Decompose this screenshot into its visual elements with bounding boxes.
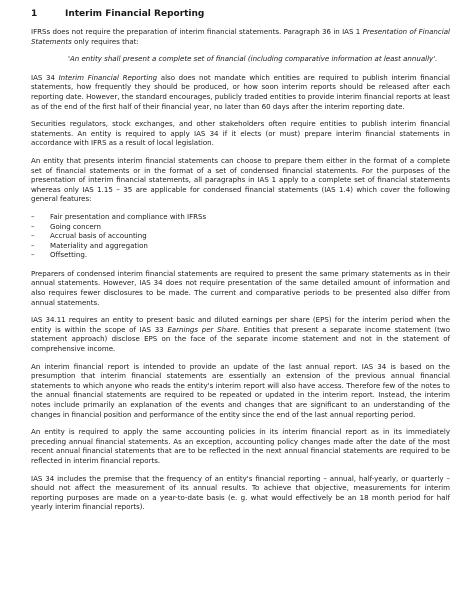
paragraph-interim-update: An interim financial report is intended to provide an update of the last annual report. IAS 34 is based on the presumption that interim financial statements are essentially an extension of the previous annual financial statements to which anyone who reads the entity's interim report will also have access. Therefore few of the notes to the annual financial statements are required to be repeated or updated in the interim report. Instead, the interim notes include primarily an explanation of the events and changes that are significant to an understanding of the changes in financial position and performance of the entity since the end of the last annual reporting period.: [31, 361, 450, 419]
section-title: Interim Financial Reporting: [65, 9, 205, 19]
paragraph-eps: [31, 315, 450, 353]
list-item-text: Materiality and aggregation: [50, 240, 148, 250]
bullet-dash: –: [31, 221, 35, 231]
list-item: [31, 231, 450, 241]
paragraph-text: . Entities that present a separate income statement (two statement approach) disclose EPS on the face of the separate income statement and not in the statement of comprehensive income.: [31, 324, 451, 354]
paragraph-ifrs-intro: [31, 27, 450, 46]
paragraph-ias34-mandate: [31, 73, 450, 111]
section-number: 1: [31, 9, 38, 19]
bullet-dash: –: [31, 211, 35, 221]
paragraph-regulators: Securities regulators, stock exchanges, and other stakeholders often require entities to publish interim financial statements. An entity is required to apply IAS 34 if it elects (or must) prepare interim financial statements in accordance with IFRS as a result of local legislation.: [31, 119, 450, 148]
list-item: [31, 212, 450, 222]
paragraph-condensed-statements: Preparers of condensed interim financial statements are required to present the same primary statements as in their annual statements. However, IAS 34 does not require presentation of the same detailed amount of information and also requires fewer disclosures to be made. The current and comparative periods to be presented also differ from annual statements.: [31, 268, 450, 307]
paragraph-text: also does not mandate which entities are required to publish interim financial statements, how frequently they should be produced, or how soon interim reports should be released after each reporting date. However, the standard encourages, publicly traded entities to provide interim financial reports at least as of the end of the first half of their financial year, no later than 60 days after the interim reporting date.: [31, 72, 450, 111]
list-item: [31, 241, 450, 251]
ias1-quote: 'An entity shall present a complete set of financial (including comparative information at least annually'.: [68, 54, 438, 64]
bullet-dash: –: [31, 231, 35, 241]
standard-title: Presentation of Financial Statements: [31, 27, 450, 46]
list-item: [31, 222, 450, 232]
list-item: [31, 250, 450, 260]
bullet-dash: –: [31, 250, 35, 260]
paragraph-accounting-policies: An entity is required to apply the same accounting policies in its interim financial report as in its immediately preceding annual financial statements. As an exception, accounting policy changes made after the date of the most recent annual financial statements that are to be reflected in the next annual financial statements are required to be reflected in interim financial reports.: [31, 427, 450, 465]
paragraph-text: IFRSs does not require the preparation of interim financial statements. Paragraph 36 in IAS 1: [31, 27, 363, 36]
standard-title: Earnings per Share: [167, 324, 238, 334]
standard-title: Interim Financial Reporting: [58, 72, 158, 82]
list-item-text: Offsetting.: [50, 250, 88, 260]
paragraph-formats: An entity that presents interim financial statements can choose to prepare them either in the format of a complete set of financial statements or in the format of a set of condensed financial statements. For the purposes of the presentation of interim financial statements, all paragraphs in IAS 1 apply to a complete set of financial statements whereas only IAS 1.15 – 35 are applicable for condensed financial statements (IAS 1.4) which cover the following general features:: [31, 155, 450, 204]
paragraph-text: only requires that:: [71, 36, 139, 46]
list-item-text: Fair presentation and compliance with IFRSs: [50, 211, 207, 221]
list-item-text: Accrual basis of accounting: [50, 231, 147, 241]
bullet-dash: –: [31, 240, 35, 250]
paragraph-text: IAS 34.11 requires an entity to present basic and diluted earnings per share (EPS) for the interim period when the entity is within the scope of IAS 33: [31, 315, 450, 334]
list-item-text: Going concern: [50, 221, 102, 231]
paragraph-frequency: IAS 34 includes the premise that the frequency of an entity's financial reporting – annual, half-yearly, or quarterly – should not affect the measurement of its annual results. To achieve that objective, measurements for interim reporting purposes are made on a year-to-date basis (e. g. what would effectively be an 18 month period for half yearly interim financial reports).: [31, 473, 450, 512]
section-heading: [31, 9, 450, 20]
general-features-list: [31, 212, 450, 260]
paragraph-text: IAS 34: [31, 72, 59, 82]
